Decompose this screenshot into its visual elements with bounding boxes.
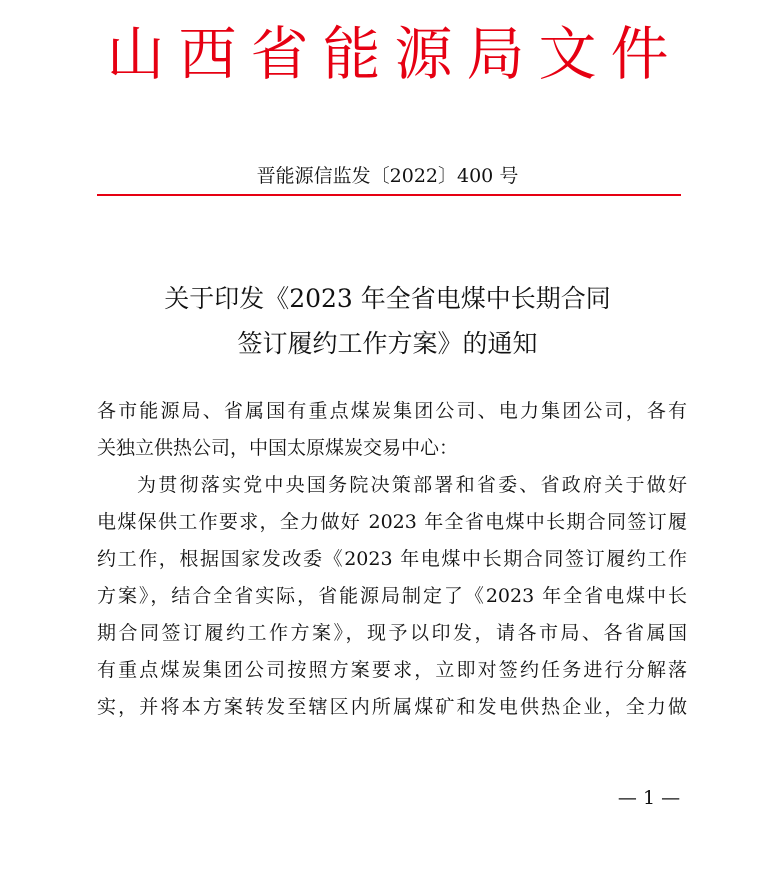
paragraph-line-5: 期合同签订履约工作方案》，现予以印发，请各市局、各省属国 bbox=[97, 622, 687, 644]
notice-title bbox=[0, 276, 775, 366]
paragraph-line-7: 实，并将本方案转发至辖区内所属煤矿和发电供热企业，全力做 bbox=[97, 696, 687, 718]
page-number: — 1 — bbox=[617, 787, 681, 809]
paragraph-line-2: 电煤保供工作要求，全力做好 2023 年全省电煤中长期合同签订履 bbox=[97, 511, 687, 533]
paragraph-line-6: 有重点煤炭集团公司按照方案要求，立即对签约任务进行分解落 bbox=[97, 659, 687, 681]
notice-title-line-1: 关于印发《2023 年全省电煤中长期合同 bbox=[164, 284, 611, 313]
body-text bbox=[97, 393, 687, 726]
addressee-line-1: 各市能源局、省属国有重点煤炭集团公司、电力集团公司，各有 bbox=[97, 400, 687, 422]
paragraph-line-4: 方案》，结合全省实际，省能源局制定了《2023 年全省电煤中长 bbox=[97, 585, 687, 607]
paragraph-line-1: 为贯彻落实党中央国务院决策部署和省委、省政府关于做好 bbox=[137, 474, 687, 496]
document-number: 晋能源信监发〔2022〕400 号 bbox=[256, 165, 519, 187]
notice-title-line-2: 签订履约工作方案》的通知 bbox=[237, 329, 538, 358]
addressee-line-2: 关独立供热公司，中国太原煤炭交易中心： bbox=[97, 437, 459, 459]
agency-header-title: 山西省能源局文件 bbox=[106, 20, 683, 88]
red-divider-line bbox=[97, 194, 681, 196]
paragraph-line-3: 约工作，根据国家发改委《2023 年电煤中长期合同签订履约工作 bbox=[97, 548, 687, 570]
